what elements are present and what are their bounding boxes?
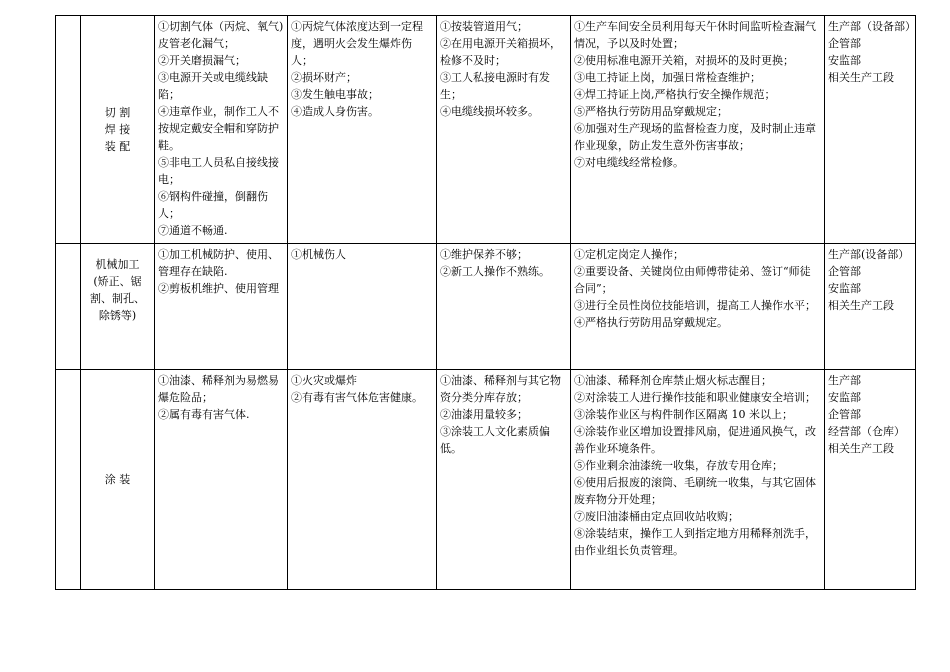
cell-line: ②新工人操作不熟练。 <box>440 265 550 278</box>
cell-line: ①火灾或爆炸 <box>291 374 357 387</box>
cell-line: ①维护保养不够； <box>440 248 528 261</box>
cell-line: 生产部 <box>828 374 861 387</box>
table-row-painting <box>56 370 916 590</box>
cell-line: 涂 装 <box>104 473 131 486</box>
blank-cell <box>56 16 81 244</box>
cell-line: 安监部 <box>828 282 861 295</box>
cell-line: ⑤非电工人员私自接线接电； <box>158 156 279 186</box>
cell-line: 经营部（仓库） <box>828 425 905 438</box>
cell-line: ②在用电源开关箱损坏，检修不及时； <box>440 37 561 67</box>
cell-line: 焊 接 <box>104 123 131 136</box>
process-cell <box>81 16 155 244</box>
cell-line: 切 割 <box>104 106 131 119</box>
department-cell <box>825 244 916 370</box>
cell-line: ①机械伤人 <box>291 248 346 261</box>
cell-line: ⑥钢构件碰撞，倒翻伤人； <box>158 190 268 220</box>
department-cell <box>825 16 916 244</box>
measure-cell <box>571 370 825 590</box>
cell-line: ④涂装作业区增加设置排风扇，促进通风换气，改善作业环境条件。 <box>574 425 816 455</box>
cell-line: ③电工持证上岗，加强日常检查维护； <box>574 71 761 84</box>
cell-line: ①切割气体（丙烷、氧气)皮管老化漏气； <box>158 20 284 50</box>
table-row-machining <box>56 244 916 370</box>
cell-line: 安监部 <box>828 54 861 67</box>
cell-line: ①按装管道用气； <box>440 20 528 33</box>
measure-cell <box>571 16 825 244</box>
table-body <box>56 16 916 590</box>
cell-line: ①加工机械防护、使用、管理存在缺陷. <box>158 248 279 278</box>
cell-line: ②油漆用量较多； <box>440 408 528 421</box>
cell-line: ①油漆、稀释剂与其它物资分类分库存放； <box>440 374 561 404</box>
cell-line: 相关生产工段 <box>828 442 894 455</box>
cell-line: ①丙烷气体浓度达到一定程度，遇明火会发生爆炸伤人； <box>291 20 423 67</box>
cell-line: ③涂装作业区与构件制作区隔离 10 米以上； <box>574 408 793 421</box>
cell-line: ②剪板机维护、使用管理 <box>158 282 279 295</box>
consequence-cell <box>288 370 437 590</box>
cell-line: ③发生触电事故； <box>291 88 379 101</box>
blank-cell <box>56 370 81 590</box>
cell-line: 生产部(设备部） <box>828 248 910 261</box>
measure-cell <box>571 244 825 370</box>
cell-line: 割、制孔、 <box>90 292 145 305</box>
cell-line: ②使用标准电源开关箱，对损坏的及时更换； <box>574 54 794 67</box>
cell-line: 企管部 <box>828 37 861 50</box>
cell-line: ①油漆、稀释剂为易燃易爆危险品； <box>158 374 279 404</box>
cell-line: ④电缆线损坏较多。 <box>440 105 539 118</box>
cell-line: ③电源开关或电缆线缺陷； <box>158 71 268 101</box>
problem-cell <box>437 370 571 590</box>
cell-line: ⑦对电缆线经常检修。 <box>574 156 684 169</box>
cell-line: ③工人私接电源时有发生； <box>440 71 550 101</box>
cell-line: 安监部 <box>828 391 861 404</box>
cause-cell <box>155 16 288 244</box>
cell-line: ⑦废旧油漆桶由定点回收站收购； <box>574 510 739 523</box>
cause-cell <box>155 244 288 370</box>
cell-line: ③进行全员性岗位技能培训，提高工人操作水平； <box>574 299 816 312</box>
cell-line: 相关生产工段 <box>828 71 894 84</box>
cell-line: 生产部（设备部） <box>828 20 916 33</box>
cell-line: ③涂装工人文化素质偏低。 <box>440 425 550 455</box>
cell-line: ②对涂装工人进行操作技能和职业健康安全培训； <box>574 391 816 404</box>
cell-line: ①油漆、稀释剂仓库禁止烟火标志醒目； <box>574 374 772 387</box>
cell-line: ④严格执行劳防用品穿戴规定。 <box>574 316 728 329</box>
cell-line: ⑧涂装结束，操作工人到指定地方用稀释剂洗手，由作业组长负责管理。 <box>574 527 816 557</box>
consequence-cell <box>288 244 437 370</box>
cell-line: ④焊工持证上岗,严格执行安全操作规范； <box>574 88 776 101</box>
cell-line: (矫正、锯 <box>93 275 142 288</box>
cell-line: ⑥使用后报废的滚筒、毛刷统一收集，与其它固体废弃物分开处理； <box>574 476 816 506</box>
risk-assessment-table <box>55 15 916 590</box>
process-cell <box>81 244 155 370</box>
cell-line: ①定机定岗定人操作； <box>574 248 684 261</box>
cell-line: 机械加工 <box>95 258 140 271</box>
cell-line: 相关生产工段 <box>828 299 894 312</box>
cell-line: ⑤严格执行劳防用品穿戴规定； <box>574 105 728 118</box>
cell-line: ②开关磨损漏气； <box>158 54 246 67</box>
table-row-cutting-welding-assembly <box>56 16 916 244</box>
cause-cell <box>155 370 288 590</box>
problem-cell <box>437 16 571 244</box>
cell-line: 企管部 <box>828 408 861 421</box>
department-cell <box>825 370 916 590</box>
cell-line: ②重要设备、关键岗位由师傅带徒弟、签订“师徒合同”； <box>574 265 811 295</box>
blank-cell <box>56 244 81 370</box>
cell-line: 企管部 <box>828 265 861 278</box>
consequence-cell <box>288 16 437 244</box>
problem-cell <box>437 244 571 370</box>
cell-line: ②属有毒有害气体. <box>158 408 250 421</box>
cell-line: ②损坏财产； <box>291 71 357 84</box>
cell-line: ⑤作业剩余油漆统一收集，存放专用仓库； <box>574 459 783 472</box>
cell-line: ②有毒有害气体危害健康。 <box>291 391 423 404</box>
cell-line: ⑦通道不畅通. <box>158 224 228 237</box>
cell-line: 除锈等) <box>98 309 137 322</box>
cell-line: ④造成人身伤害。 <box>291 105 379 118</box>
cell-line: ①生产车间安全员利用每天午休时间监听检查漏气情况，予以及时处置； <box>574 20 816 50</box>
cell-line: ⑥加强对生产现场的监督检查力度，及时制止违章作业现象，防止发生意外伤害事故； <box>574 122 816 152</box>
process-cell <box>81 370 155 590</box>
cell-line: 装 配 <box>104 140 131 153</box>
cell-line: ④违章作业，制作工人不按规定戴安全帽和穿防护鞋。 <box>158 105 279 152</box>
